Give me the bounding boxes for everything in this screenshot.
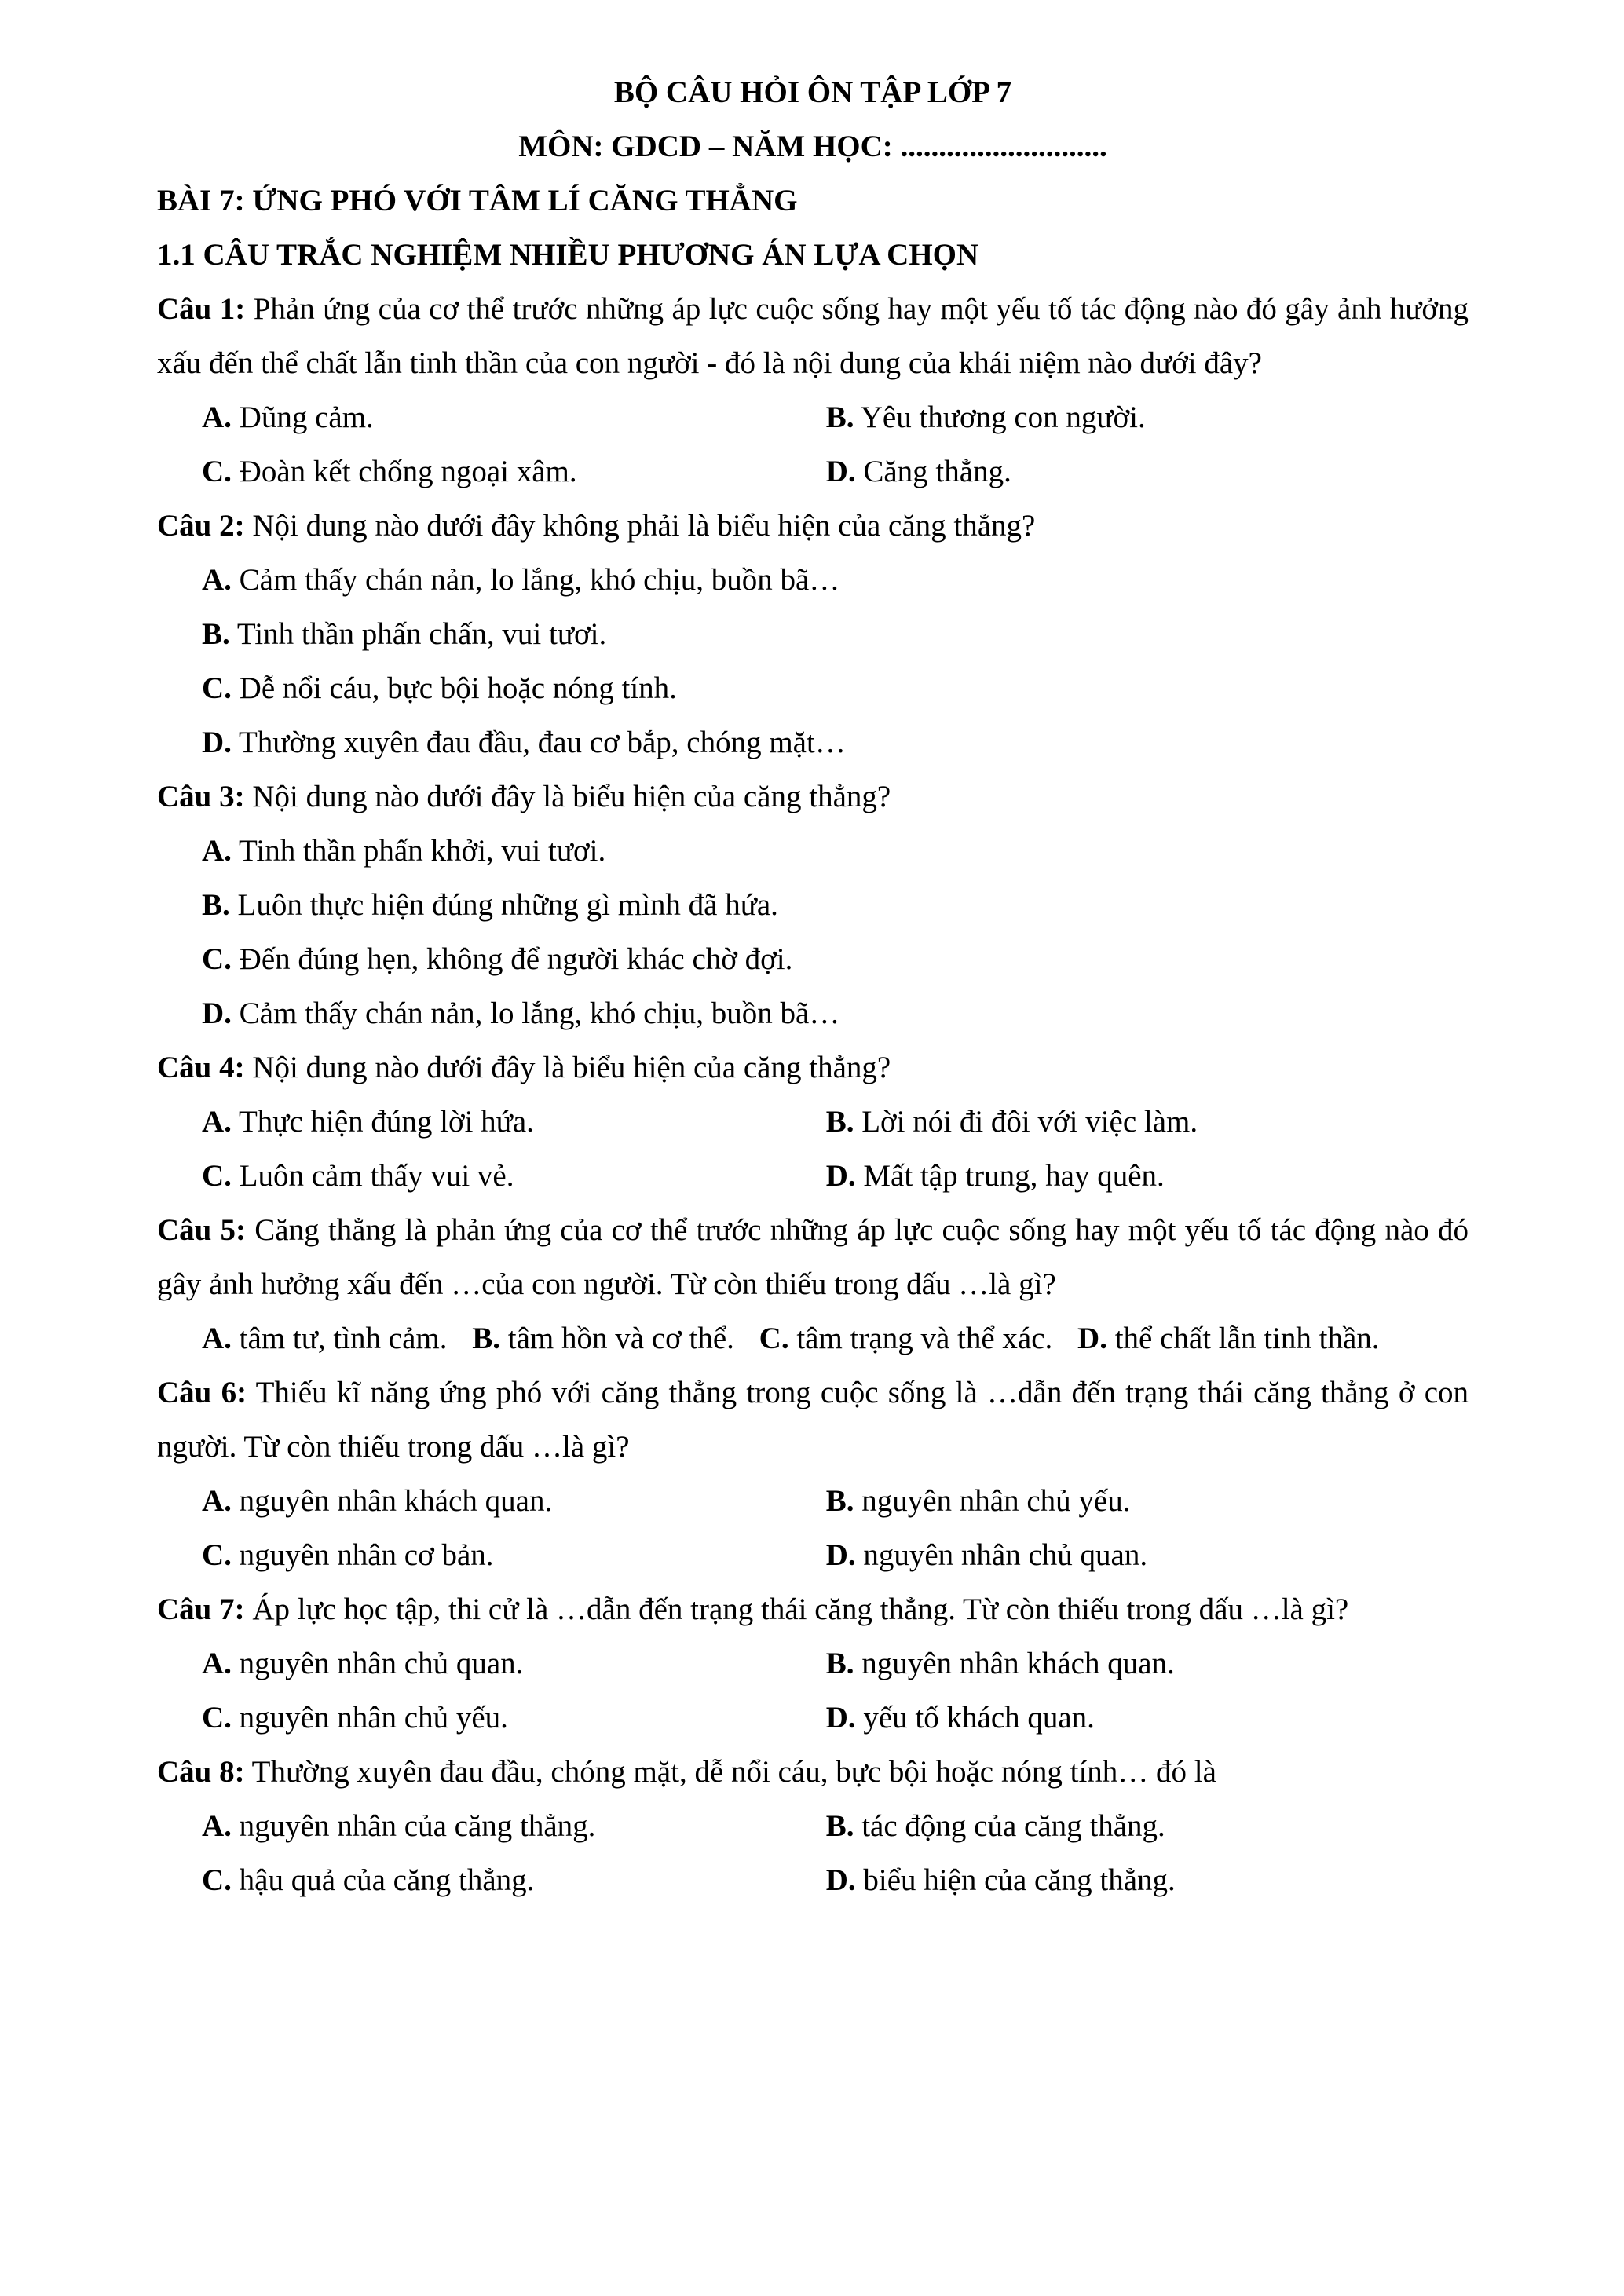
question-3-option-b <box>157 878 1469 932</box>
option-d-text: Mất tập trung, hay quên. <box>863 1159 1165 1193</box>
option-c-text: Dễ nổi cáu, bực bội hoặc nóng tính. <box>239 671 677 705</box>
question-2-option-d <box>157 715 1469 770</box>
option-b-letter: B. <box>825 400 854 434</box>
question-4-option-a <box>157 1095 826 1149</box>
option-d-letter: D. <box>202 726 232 759</box>
doc-subtitle: MÔN: GDCD – NĂM HỌC: ........................... <box>518 130 1107 163</box>
option-b-letter: B. <box>825 1105 854 1139</box>
option-b-text: Yêu thương con người. <box>860 400 1146 434</box>
question-1-option-b <box>826 390 1469 444</box>
option-c-letter: C. <box>202 942 232 976</box>
option-d-text: thể chất lẫn tinh thần. <box>1114 1322 1380 1355</box>
option-b-text: Tinh thần phấn chấn, vui tươi. <box>236 617 607 651</box>
option-c-text: tâm trạng và thể xác. <box>796 1322 1053 1355</box>
question-1 <box>157 282 1469 499</box>
option-a-text: Dũng cảm. <box>239 400 374 434</box>
question-4-options <box>157 1095 1469 1203</box>
option-a-text: nguyên nhân khách quan. <box>239 1484 553 1518</box>
option-b-text: tác động của căng thẳng. <box>861 1809 1165 1843</box>
question-6-text <box>157 1366 1469 1474</box>
question-8-option-a <box>157 1799 826 1853</box>
option-d-letter: D. <box>825 1538 856 1572</box>
question-8-text <box>157 1745 1469 1799</box>
question-5-options <box>157 1311 1469 1366</box>
option-d-text: Cảm thấy chán nản, lo lắng, khó chịu, buồn bã… <box>239 996 840 1030</box>
option-c-letter: C. <box>202 1538 232 1572</box>
question-3-options <box>157 824 1469 1040</box>
question-8-option-c <box>157 1853 826 1907</box>
option-d-letter: D. <box>202 996 232 1030</box>
option-d-text: Căng thẳng. <box>863 455 1011 488</box>
question-6-body: Thiếu kĩ năng ứng phó với căng thẳng trong cuộc sống là …dẫn đến trạng thái căng thẳng ở con người. Từ còn thiếu trong dấu …là gì? <box>157 1376 1469 1464</box>
question-3 <box>157 770 1469 1040</box>
option-c-letter: C. <box>202 1701 232 1735</box>
option-d-letter: D. <box>825 1701 856 1735</box>
question-6-option-a <box>157 1474 826 1528</box>
option-b-letter: B. <box>825 1647 854 1680</box>
question-7 <box>157 1582 1469 1745</box>
question-3-label: Câu 3: <box>157 780 245 813</box>
question-7-options <box>157 1636 1469 1745</box>
option-b-letter: B. <box>825 1809 854 1843</box>
question-7-option-b <box>826 1636 1469 1691</box>
option-a-letter: A. <box>202 400 232 434</box>
question-7-text <box>157 1582 1469 1636</box>
question-2-label: Câu 2: <box>157 509 245 543</box>
option-a-letter: A. <box>202 1647 232 1680</box>
option-d-text: Thường xuyên đau đầu, đau cơ bắp, chóng mặt… <box>238 726 846 759</box>
question-1-option-a <box>157 390 826 444</box>
option-c-text: Luôn cảm thấy vui vẻ. <box>239 1159 514 1193</box>
option-a-text: Cảm thấy chán nản, lo lắng, khó chịu, buồn bã… <box>239 563 840 597</box>
option-a-text: nguyên nhân của căng thẳng. <box>239 1809 596 1843</box>
question-7-option-c <box>157 1691 826 1745</box>
option-b-text: Luôn thực hiện đúng những gì mình đã hứa. <box>237 888 778 922</box>
question-4-option-c <box>157 1149 826 1203</box>
question-2-option-c <box>157 661 1469 715</box>
doc-title: BỘ CÂU HỎI ÔN TẬP LỚP 7 <box>613 75 1012 109</box>
question-1-option-c <box>157 444 826 499</box>
option-b-text: Lời nói đi đôi với việc làm. <box>861 1105 1198 1139</box>
question-4-body: Nội dung nào dưới đây là biểu hiện của căng thẳng? <box>252 1051 891 1084</box>
option-c-letter: C. <box>759 1322 789 1355</box>
question-7-option-d <box>826 1691 1469 1745</box>
option-b-text: tâm hồn và cơ thể. <box>507 1322 734 1355</box>
option-a-text: tâm tư, tình cảm. <box>239 1322 448 1355</box>
option-b-text: nguyên nhân chủ yếu. <box>861 1484 1131 1518</box>
question-1-options <box>157 390 1469 499</box>
question-6-options <box>157 1474 1469 1582</box>
option-d-text: yếu tố khách quan. <box>863 1701 1095 1735</box>
question-1-text <box>157 282 1469 390</box>
option-b-letter: B. <box>472 1322 501 1355</box>
option-b-text: nguyên nhân khách quan. <box>861 1647 1175 1680</box>
option-c-letter: C. <box>202 455 232 488</box>
option-d-letter: D. <box>825 1159 856 1193</box>
question-3-option-d <box>157 986 1469 1040</box>
option-a-text: Tinh thần phấn khởi, vui tươi. <box>238 834 606 868</box>
option-a-letter: A. <box>202 1105 232 1139</box>
lesson-heading: BÀI 7: ỨNG PHÓ VỚI TÂM LÍ CĂNG THẲNG <box>157 184 798 218</box>
option-b-letter: B. <box>202 888 230 922</box>
option-a-letter: A. <box>202 1484 232 1518</box>
question-2-options <box>157 553 1469 770</box>
question-4 <box>157 1040 1469 1203</box>
question-4-option-b <box>826 1095 1469 1149</box>
option-d-text: nguyên nhân chủ quan. <box>863 1538 1148 1572</box>
option-c-letter: C. <box>202 1159 232 1193</box>
question-7-option-a <box>157 1636 826 1691</box>
option-c-text: hậu quả của căng thẳng. <box>239 1863 535 1897</box>
question-5-text <box>157 1203 1469 1311</box>
question-3-body: Nội dung nào dưới đây là biểu hiện của căng thẳng? <box>252 780 891 813</box>
question-6 <box>157 1366 1469 1582</box>
option-a-text: nguyên nhân chủ quan. <box>239 1647 524 1680</box>
option-c-text: Đoàn kết chống ngoại xâm. <box>239 455 577 488</box>
question-8-option-b <box>826 1799 1469 1853</box>
question-5 <box>157 1203 1469 1366</box>
question-8 <box>157 1745 1469 1907</box>
question-3-option-c <box>157 932 1469 986</box>
option-c-text: nguyên nhân chủ yếu. <box>239 1701 508 1735</box>
question-6-option-b <box>826 1474 1469 1528</box>
question-8-label: Câu 8: <box>157 1755 245 1789</box>
option-c-text: Đến đúng hẹn, không để người khác chờ đợi. <box>239 942 793 976</box>
option-c-letter: C. <box>202 1863 232 1897</box>
option-b-letter: B. <box>202 617 230 651</box>
option-a-letter: A. <box>202 563 232 597</box>
question-4-text <box>157 1040 1469 1095</box>
option-a-text: Thực hiện đúng lời hứa. <box>238 1105 534 1139</box>
question-2 <box>157 499 1469 770</box>
option-a-letter: A. <box>202 1809 232 1843</box>
question-2-option-b <box>157 607 1469 661</box>
question-4-option-d <box>826 1149 1469 1203</box>
option-d-letter: D. <box>825 455 856 488</box>
option-a-letter: A. <box>202 834 232 868</box>
question-5-label: Câu 5: <box>157 1213 247 1247</box>
question-1-label: Câu 1: <box>157 292 246 326</box>
question-1-option-d <box>826 444 1469 499</box>
question-6-label: Câu 6: <box>157 1376 247 1409</box>
option-d-letter: D. <box>1077 1322 1107 1355</box>
option-d-letter: D. <box>825 1863 856 1897</box>
question-7-label: Câu 7: <box>157 1592 245 1626</box>
question-1-body: Phản ứng của cơ thể trước những áp lực cuộc sống hay một yếu tố tác động nào đó gây ảnh hưởng xấu đến thể chất lẫn tinh thần của con người - đó là nội dung của khái niệm nào dưới đây? <box>157 292 1469 380</box>
question-6-option-d <box>826 1528 1469 1582</box>
question-6-option-c <box>157 1528 826 1582</box>
question-3-option-a <box>157 824 1469 878</box>
question-2-body: Nội dung nào dưới đây không phải là biểu hiện của căng thẳng? <box>252 509 1036 543</box>
question-7-body: Áp lực học tập, thi cử là …dẫn đến trạng thái căng thẳng. Từ còn thiếu trong dấu …là gì? <box>252 1592 1349 1626</box>
question-4-label: Câu 4: <box>157 1051 245 1084</box>
section-heading: 1.1 CÂU TRẮC NGHIỆM NHIỀU PHƯƠNG ÁN LỰA CHỌN <box>157 238 979 272</box>
question-2-text <box>157 499 1469 553</box>
question-8-body: Thường xuyên đau đầu, chóng mặt, dễ nổi cáu, bực bội hoặc nóng tính… đó là <box>251 1755 1216 1789</box>
option-b-letter: B. <box>825 1484 854 1518</box>
question-3-text <box>157 770 1469 824</box>
question-8-option-d <box>826 1853 1469 1907</box>
question-8-options <box>157 1799 1469 1907</box>
option-c-text: nguyên nhân cơ bản. <box>239 1538 494 1572</box>
question-2-option-a <box>157 553 1469 607</box>
question-5-body: Căng thẳng là phản ứng của cơ thể trước những áp lực cuộc sống hay một yếu tố tác động nào đó gây ảnh hưởng xấu đến …của con người. Từ còn thiếu trong dấu …là gì? <box>157 1213 1469 1301</box>
option-a-letter: A. <box>202 1322 232 1355</box>
option-d-text: biểu hiện của căng thẳng. <box>863 1863 1176 1897</box>
option-c-letter: C. <box>202 671 232 705</box>
